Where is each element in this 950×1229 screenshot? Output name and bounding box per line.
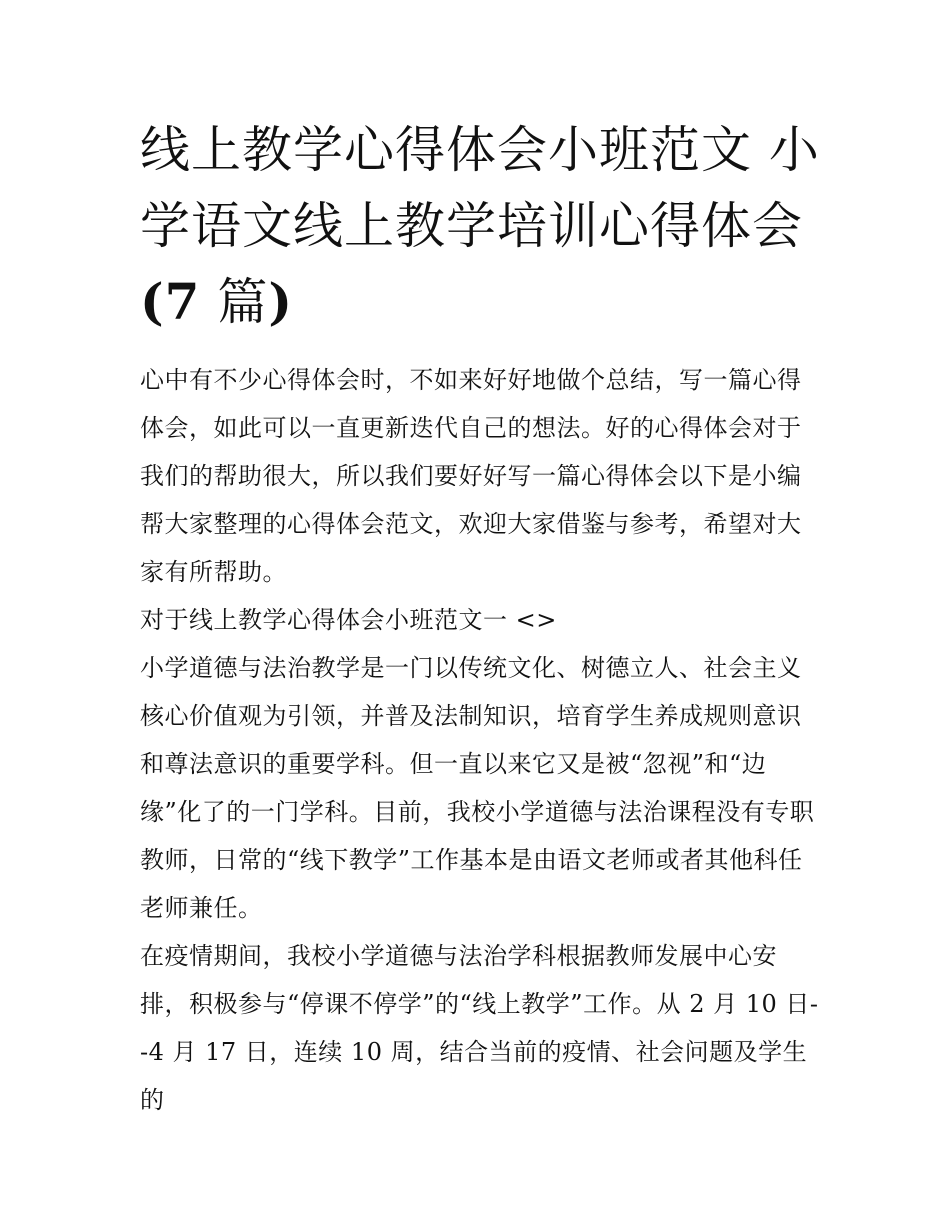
title-count-close: ): [268, 272, 294, 331]
section-heading: 对于线上教学心得体会小班范文一 <>: [140, 606, 557, 634]
title-count-open: (7: [140, 272, 201, 331]
body-paragraph: 在疫情期间，我校小学道德与法治学科根据教师发展中心安排，积极参与“停课不停学”的“线上教学”工作。从 2 月 10 日--4 月 17 日，连续 10 周，结合当前的疫情、社会问题及学生的: [140, 942, 819, 1114]
document-body: [140, 356, 820, 1124]
intro-paragraph: 心中有不少心得体会时，不如来好好地做个总结，写一篇心得体会，如此可以一直更新迭代自己的想法。好的心得体会对于我们的帮助很大，所以我们要好好写一篇心得体会以下是小编帮大家整理的心得体会范文，欢迎大家借鉴与参考，希望对大家有所帮助。: [140, 366, 802, 586]
document-title: [140, 112, 820, 340]
title-line-1: 线上教学心得体会小班范文 小: [140, 121, 820, 179]
title-count-word: 篇: [200, 273, 269, 331]
title-line-2: 学语文线上教学培训心得体会: [140, 197, 803, 255]
body-paragraph: 小学道德与法治教学是一门以传统文化、树德立人、社会主义核心价值观为引领，并普及法制知识，培育学生养成规则意识和尊法意识的重要学科。但一直以来它又是被“忽视”和“边缘”化了的一门学科。目前，我校小学道德与法治课程没有专职教师，日常的“线下教学”工作基本是由语文老师或者其他科任老师兼任。: [140, 654, 815, 922]
